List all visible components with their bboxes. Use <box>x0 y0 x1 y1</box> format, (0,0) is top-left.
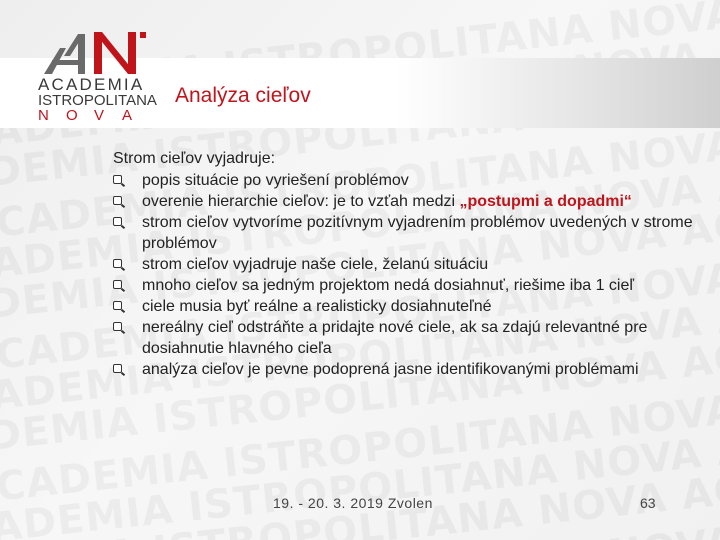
slide-title: Analýza cieľov <box>175 84 311 107</box>
list-item <box>113 170 713 191</box>
hollow-square-bullet-icon <box>113 301 122 310</box>
list-item <box>113 317 713 359</box>
list-item <box>113 275 713 296</box>
list-item <box>113 212 713 254</box>
hollow-square-bullet-icon <box>113 259 122 268</box>
logo-letter: N <box>38 107 49 124</box>
watermark-line <box>0 436 720 540</box>
logo-letter: O <box>66 107 78 124</box>
logo-text-nova <box>38 107 150 124</box>
list-item <box>113 359 713 380</box>
logo-mark-icon <box>38 30 154 76</box>
list-item-text: ciele musia byť reálne a realisticky dosiahnuteľné <box>142 298 492 315</box>
list-item-text: strom cieľov vytvoríme pozitívnym vyjadrením problémov uvedených v strome problémov <box>142 214 693 252</box>
list-item-text: popis situácie po vyriešení problémov <box>142 172 409 189</box>
logo-letter: V <box>94 107 105 124</box>
bullet-list <box>113 170 713 380</box>
logo-text-academia: ACADEMIA <box>38 75 145 94</box>
hollow-square-bullet-icon <box>113 364 122 373</box>
highlighted-text: „postupmi a dopadmi“ <box>459 193 632 210</box>
hollow-square-bullet-icon <box>113 322 122 331</box>
slide-content <box>113 148 713 380</box>
logo-text-istropolitana: ISTROPOLITANA <box>38 92 157 109</box>
list-item-text: mnoho cieľov sa jedným projektom nedá dosiahnuť, riešime iba 1 cieľ <box>142 277 635 294</box>
list-item <box>113 254 713 275</box>
logo-letter: A <box>122 107 133 124</box>
list-item-text: nereálny cieľ odstráňte a pridajte nové ciele, ak sa zdajú relevantné pre dosiahnutie hlavného cieľa <box>142 319 648 357</box>
content-intro: Strom cieľov vyjadruje: <box>113 150 276 167</box>
academia-istropolitana-nova-logo <box>34 30 160 122</box>
list-item <box>113 296 713 317</box>
list-item <box>113 191 713 212</box>
hollow-square-bullet-icon <box>113 280 122 289</box>
list-item-text: analýza cieľov je pevne podoprená jasne identifikovanými problémami <box>142 361 639 378</box>
page-number: 63 <box>640 495 656 511</box>
watermark-line <box>0 392 720 540</box>
hollow-square-bullet-icon <box>113 175 122 184</box>
list-item-text: overenie hierarchie cieľov: je to vzťah medzi <box>142 193 460 210</box>
footer-date: 19. - 20. 3. 2019 Zvolen <box>273 495 433 511</box>
list-item-text: strom cieľov vyjadruje naše ciele, želanú situáciu <box>142 256 489 273</box>
hollow-square-bullet-icon <box>113 217 122 226</box>
hollow-square-bullet-icon <box>113 196 122 205</box>
